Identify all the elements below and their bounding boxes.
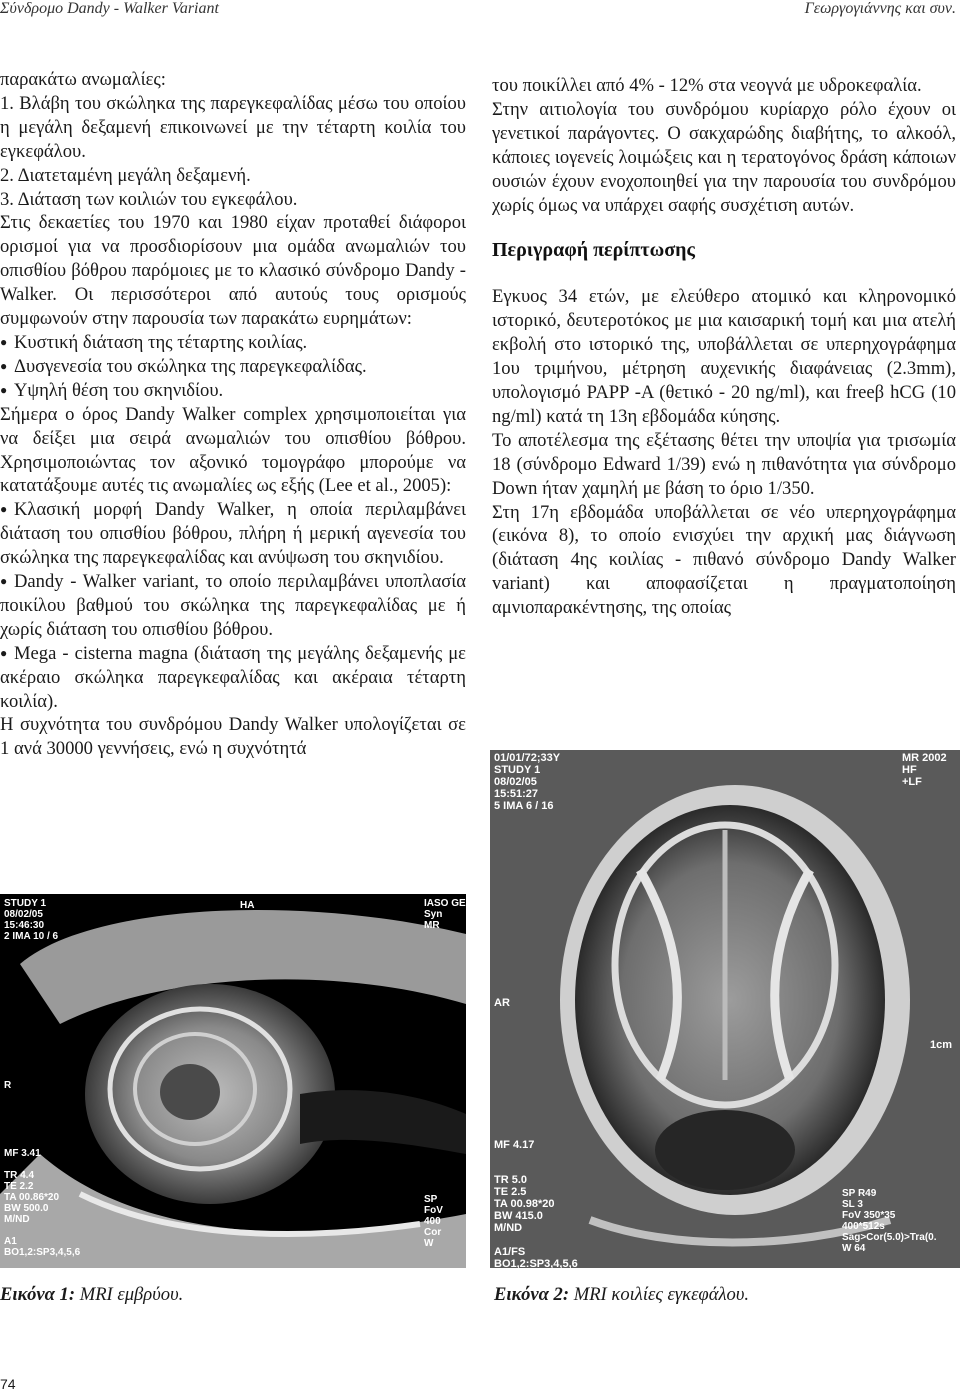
bullet-text: Κλασική μορφή Dandy Walker, η οποία περιλαμβάνει διάταση του οπισθίου βόθρου, πλήρη ή μερική αγενεσία του σκώληκα της παρεγκεφαλίδας και ανύψωση του σκηνιδίου.	[0, 499, 466, 569]
bullet-item	[0, 331, 466, 355]
mri-overlay-orientation: HA	[240, 900, 255, 911]
bullet-text: Υψηλή θέση του σκηνιδίου.	[14, 379, 224, 401]
mri-overlay-study: STUDY 1 08/02/05 15:46:30 2 IMA 10 / 6	[4, 898, 59, 942]
paragraph: Εγκυος 34 ετών, με ελεύθερο ατομικό και κληρονομικό ιστορικό, δευτεροτόκος με μια καισαρική τομή και μια ατελή εκβολή στο ιστορικό της, υποβάλλεται σε υπερηχογράφημα 1ου τριμήνου, μέτρηση αυχενικής διαφάνειας (2.3mm), υπολογισμό PAPP -A (θετικό - 20 ng/ml), και freeβ hCG (10 ng/ml) κατά τη 13η εβδομάδα κύησης.	[492, 286, 956, 427]
bullet-item	[0, 498, 466, 570]
mri-overlay-study: 01/01/72;33Y STUDY 1 08/02/05 15:51:27 5 IMA 6 / 16	[494, 752, 561, 812]
bullet-text: Δυσγενεσία του σκώληκα της παρεγκεφαλίδας.	[14, 355, 367, 377]
caption-label: Εικόνα 2:	[494, 1284, 570, 1305]
right-column	[492, 74, 956, 620]
left-column	[0, 68, 466, 761]
mri-overlay-system: MR 2002 HF +LF	[902, 752, 947, 788]
paragraph: παρακάτω ανωμαλίες:	[0, 69, 166, 90]
paragraph: Σήμερα ο όρος Dandy Walker complex χρησιμοποιείται για να δείξει μια σειρά ανωμαλιών του οπισθίου βόθρου. Χρησιμοποιώντας τον αξονικό τομογράφο μπορούμε να κατατάξουμε αυτές τις ανωμαλίες ως εξής (Lee et al., 2005):	[0, 403, 466, 497]
mri-overlay-params: TR 5.0 TE 2.5 TA 00.98*20 BW 415.0 M/ND A1/FS BO1,2:SP3,4,5,6	[494, 1174, 578, 1270]
figure-1-caption	[0, 1284, 183, 1306]
mri-overlay-institution: IASO GEN Syn MR	[424, 898, 473, 931]
bullet-text: Dandy - Walker variant, το οποίο περιλαμβάνει υποπλασία ποικίλου βαθμού του σκώληκα της παρεγκεφαλίδας με ή χωρίς διάταση του οπισθίου βόθρου.	[0, 571, 466, 640]
paragraph: του ποικίλλει από 4% - 12% στα νεογνά με υδροκεφαλία.	[492, 75, 922, 96]
figure-1-mri-image	[0, 894, 473, 1268]
paragraph: Η συχνότητα του συνδρόμου Dandy Walker υπολογίζεται σε 1 ανά 30000 γεννήσεις, ενώ η συχνότητά	[0, 714, 466, 760]
bullet-item	[0, 570, 466, 642]
paragraph: Στις δεκαετίες του 1970 και 1980 είχαν προταθεί διάφοροι ορισμοί για να προσδιορίσουν μια ομάδα ανωμαλιών του οπισθίου βόθρου παρόμοιες με το κλασικό σύνδρομο Dandy - Walker. Οι περισσότεροι από αυτούς τους ορισμούς συμφωνούν στην παρουσία των παρακάτω ευρημάτων:	[0, 212, 466, 330]
mri-overlay-fov: SP R49 SL 3 FoV 350*35 400*512s Sag>Cor(5.0)>Tra(0. W 64	[842, 1188, 937, 1254]
mri-overlay-scale: 1cm	[930, 1039, 953, 1051]
mri-overlay-side: AR	[494, 997, 510, 1009]
bullet-text: Κυστική διάταση της τέταρτης κοιλίας.	[14, 331, 308, 353]
mri-overlay-params: MF 3.41 TR 4.4 TE 2.2 TA 00.86*20 BW 500.0 M/ND A1 BO1,2:SP3,4,5,6	[4, 1148, 81, 1258]
bullet-text: Mega - cisterna magna (διάταση της μεγάλης δεξαμενής με ακέραιο σκώληκα παρεγκεφαλίδας και ακέραια τέταρτη κοιλία).	[0, 642, 466, 712]
page-number: 74	[0, 1376, 16, 1392]
running-header-title: Σύνδρομο Dandy - Walker Variant	[0, 0, 219, 17]
mri-overlay-side: R	[4, 1080, 12, 1091]
mri-overlay-fov: SP FoV 400 Cor W	[424, 1194, 443, 1249]
caption-label: Εικόνα 1:	[0, 1284, 76, 1305]
bullet-item	[0, 379, 466, 403]
caption-text: MRI εμβρύου.	[79, 1284, 184, 1305]
bullet-item	[0, 642, 466, 714]
caption-text: MRI κοιλίες εγκεφάλου.	[573, 1284, 750, 1305]
section-heading: Περιγραφή περίπτωσης	[492, 239, 695, 262]
figure-2-mri-image	[490, 750, 960, 1268]
bullet-item	[0, 355, 466, 379]
figure-2-caption	[494, 1284, 749, 1306]
paragraph: Το αποτέλεσμα της εξέτασης θέτει την υποψία για τρισωμία 18 (σύνδρομο Edward 1/39) ενώ η πιθανότητα για σύνδρομο Down ήταν χαμηλή με βάση το όριο 1/350.	[492, 429, 956, 499]
list-item: 1. Βλάβη του σκώληκα της παρεγκεφαλίδας μέσω του οποίου η μεγάλη δεξαμενή επικοινωνεί με την τέταρτη κοιλία του εγκεφάλου.	[0, 92, 466, 162]
running-header-authors: Γεωργογιάννης και συν.	[804, 0, 956, 17]
paragraph: Στην αιτιολογία του συνδρόμου κυρίαρχο ρόλο έχουν οι γενετικοί παράγοντες. Ο σακχαρώδης διαβήτης, το αλκοόλ, κάποιες ιογενείς λοιμώξεις και η τερατογόνος δράση κάποιων ουσιών έχουν ενοχοποιηθεί για την παρουσία του συνδρόμου χωρίς όμως να υπάρχει σαφής συσχέτιση αυτών.	[492, 98, 956, 216]
list-item: 2. Διατεταμένη μεγάλη δεξαμενή.	[0, 164, 251, 186]
list-item: 3. Διάταση των κοιλιών του εγκεφάλου.	[0, 188, 298, 210]
mri-overlay-mf: MF 4.17	[494, 1139, 535, 1151]
paragraph: Στη 17η εβδομάδα υποβάλλεται σε νέο υπερηχογράφημα (εικόνα 8), το οποίο ενισχύει την αρχική μας διάγνωση (διάταση 4ης κοιλίας - πιθανό σύνδρομο Dandy Walker variant) και αποφασίζεται η πραγματοποίηση αμνιοπαρακέντησης, της οποίας	[492, 501, 956, 619]
